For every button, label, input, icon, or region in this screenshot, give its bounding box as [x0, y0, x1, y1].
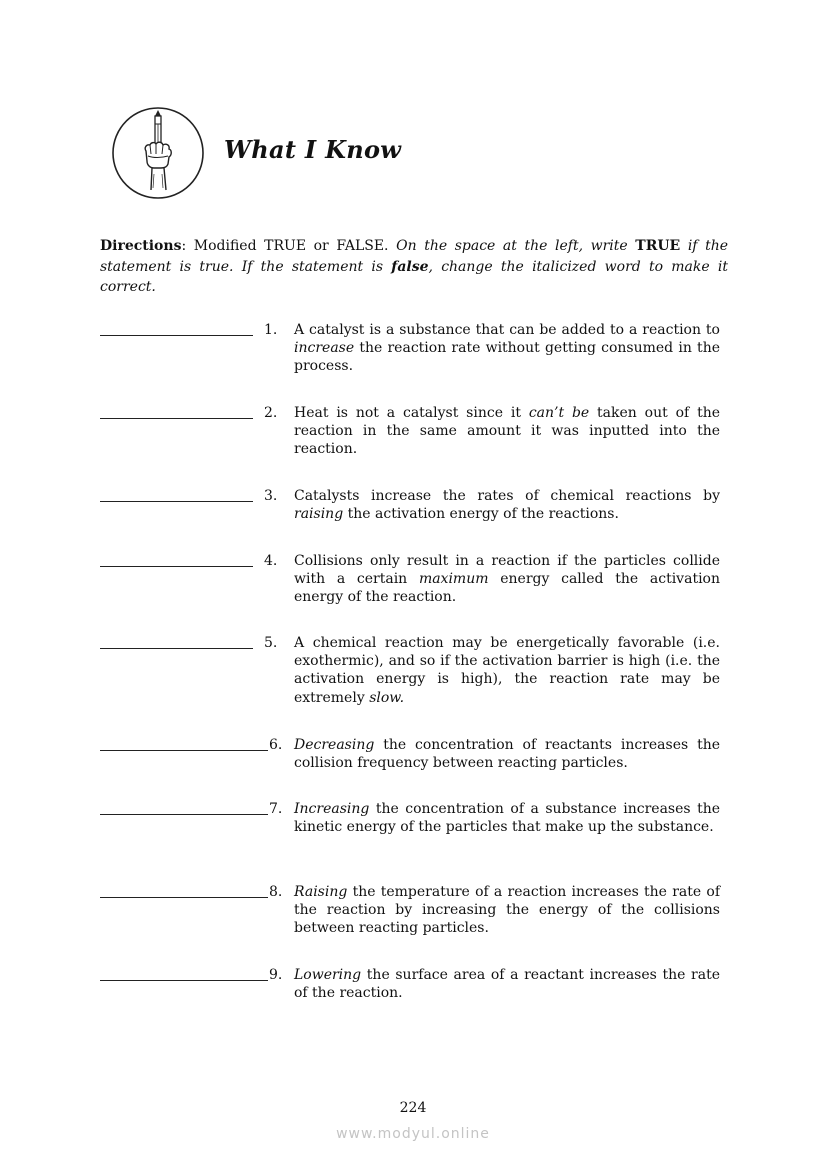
- item-text: Raising the temperature of a reaction increases the rate of the reaction by increasing the energy of the collisions between reacting particles.: [294, 884, 720, 937]
- italic-keyword: can’t be: [528, 405, 590, 421]
- item-text: Lowering the surface area of a reactant increases the rate of the reaction.: [294, 967, 720, 1002]
- item-number: 9.: [269, 967, 283, 983]
- watermark: www.modyul.online: [336, 1126, 490, 1142]
- answer-blank[interactable]: [100, 750, 268, 751]
- item-text: Collisions only result in a reaction if the particles collide with a certain maximum energy called the activation energy of the reaction.: [294, 553, 720, 606]
- raised-fist-pencil-icon: [111, 106, 205, 200]
- italic-keyword: Lowering: [294, 967, 362, 983]
- directions-italic-3: , change the italicized word to make it correct.: [100, 258, 729, 295]
- answer-blank[interactable]: [100, 418, 253, 419]
- directions-italic-1: On the space at the left, write: [396, 238, 628, 254]
- directions-false: false: [391, 258, 429, 275]
- answer-blank[interactable]: [100, 897, 268, 898]
- item-number: 5.: [264, 635, 278, 651]
- section-title: What I Know: [224, 135, 402, 164]
- item-number: 2.: [264, 405, 278, 421]
- list-item: [100, 634, 728, 744]
- item-text: Heat is not a catalyst since it can’t be taken out of the reaction in the same amount it was inputted into the reaction.: [294, 405, 720, 458]
- item-number: 3.: [264, 488, 278, 504]
- directions-true: TRUE: [635, 238, 681, 254]
- answer-blank[interactable]: [100, 501, 253, 502]
- italic-keyword: Raising: [294, 884, 348, 900]
- italic-keyword: slow.: [369, 689, 405, 706]
- directions: Directions: Modified TRUE or FALSE. On the space at the left, write TRUE if the statement is true. If the statement is false, change the italicized word to make it correct.: [100, 238, 729, 295]
- directions-italic-2: if the statement is true. If the statement is: [100, 238, 728, 275]
- answer-blank[interactable]: [100, 814, 268, 815]
- answer-blank[interactable]: [100, 566, 253, 567]
- answer-blank[interactable]: [100, 648, 253, 649]
- item-number: 1.: [264, 322, 278, 338]
- item-text: Catalysts increase the rates of chemical reactions by raising the activation energy of the reactions.: [294, 488, 720, 523]
- item-text: Decreasing the concentration of reactants increases the collision frequency between reacting particles.: [294, 737, 720, 772]
- answer-blank[interactable]: [100, 335, 253, 336]
- item-number: 4.: [264, 553, 278, 569]
- italic-keyword: increase: [294, 340, 355, 357]
- italic-keyword: Increasing: [294, 801, 370, 817]
- italic-keyword: maximum: [418, 571, 489, 588]
- item-number: 8.: [269, 884, 283, 900]
- item-number: 7.: [269, 801, 283, 817]
- italic-keyword: Decreasing: [294, 737, 375, 753]
- item-text: Increasing the concentration of a substance increases the kinetic energy of the particles that make up the substance.: [294, 801, 720, 836]
- item-number: 6.: [269, 737, 283, 753]
- answer-blank[interactable]: [100, 980, 268, 981]
- item-text: A chemical reaction may be energetically favorable (i.e. exothermic), and so if the activation barrier is high (i.e. the activation energy is high), the reaction rate may be extremely slow.: [294, 635, 720, 706]
- directions-intro: Modified TRUE or FALSE.: [193, 238, 389, 254]
- italic-keyword: raising: [294, 506, 344, 523]
- page-number: 224: [399, 1100, 427, 1116]
- item-text: A catalyst is a substance that can be added to a reaction to increase the reaction rate without getting consumed in the process.: [294, 322, 720, 375]
- list-item: [100, 966, 728, 1076]
- directions-label: Directions: [100, 238, 182, 254]
